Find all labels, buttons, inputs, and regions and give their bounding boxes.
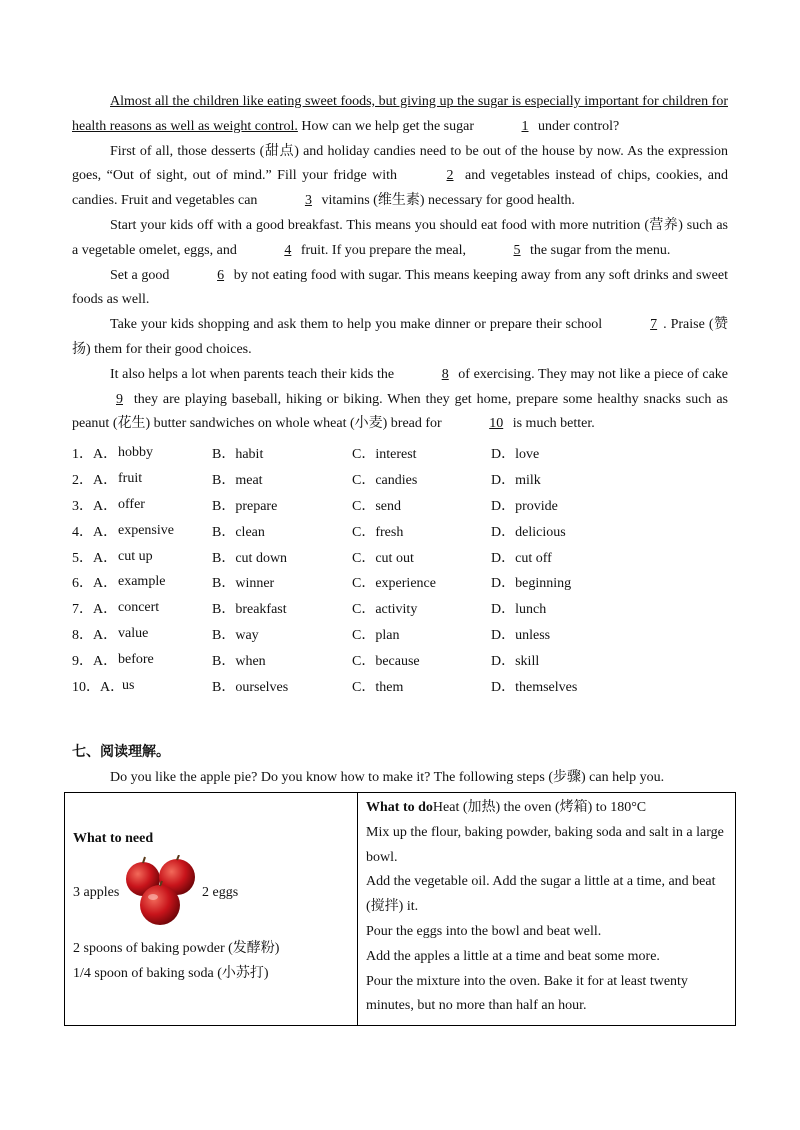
text: Set a good <box>110 267 174 283</box>
option-number: 5．A． <box>72 550 118 566</box>
ingredients-title: What to need <box>73 831 154 846</box>
section-intro: Do you like the apple pie? Do you know how to make it? The following steps (步骤) can help you. <box>110 770 665 785</box>
option-row <box>72 647 728 673</box>
text: of exercising. They may not like a piece of cake <box>454 366 729 382</box>
option-a: example <box>118 574 166 590</box>
option-c: C．experience <box>352 576 436 592</box>
steps-cell <box>358 793 736 1026</box>
text: vitamins (维生素) necessary for good health. <box>317 193 575 209</box>
option-b: B．when <box>212 654 266 670</box>
step-1 <box>366 796 729 821</box>
text: First of all, those desserts (甜点) and holiday candies need to be out of the house by now. As the expression goes, “Out of sight, out of mind.” Fill your fridge with <box>72 143 728 184</box>
option-a: hobby <box>118 444 153 460</box>
steps-title: What to do <box>366 800 433 815</box>
option-row <box>72 595 728 621</box>
option-row <box>72 673 728 699</box>
option-c: C．candies <box>352 472 418 488</box>
option-d: D．milk <box>491 472 541 488</box>
option-c: C．fresh <box>352 524 404 540</box>
option-d: D．lunch <box>491 602 547 618</box>
option-c: C．send <box>352 498 401 514</box>
option-a: concert <box>118 600 160 616</box>
blank-4: 4 <box>284 242 292 258</box>
paragraph-1 <box>72 90 728 140</box>
option-number: 7．A． <box>72 602 118 618</box>
paragraph-6 <box>72 363 728 437</box>
apples-image <box>120 855 202 927</box>
option-number: 3．A． <box>72 498 118 514</box>
option-d: D．unless <box>491 628 551 644</box>
option-c: C．activity <box>352 602 418 618</box>
option-a: fruit <box>118 470 143 486</box>
option-a: cut up <box>118 548 153 564</box>
blank-5: 5 <box>513 242 521 258</box>
step-6: Pour the mixture into the oven. Bake it for at least twenty minutes, but no more than half an hour. <box>366 973 688 1014</box>
option-a: us <box>122 677 135 693</box>
option-row <box>72 440 728 466</box>
text: It also helps a lot when parents teach their kids the <box>110 366 398 382</box>
option-d: D．skill <box>491 654 540 670</box>
option-b: B．meat <box>212 472 263 488</box>
text: Start your kids off with a good breakfast. This means you should eat food with more nutrition (营养) such as a vegetable omelet, eggs, and <box>72 217 728 258</box>
ingredient-apples: 3 apples <box>73 885 120 900</box>
recipe-table <box>64 792 736 1026</box>
blank-1: 1 <box>521 118 529 134</box>
option-d: D．cut off <box>491 550 552 566</box>
option-a: expensive <box>118 522 174 538</box>
option-d: D．themselves <box>491 679 578 695</box>
text: is much better. <box>509 416 595 432</box>
option-number: 8．A． <box>72 628 118 644</box>
ingredient-eggs: 2 eggs <box>202 885 239 900</box>
option-row <box>72 569 728 595</box>
blank-6: 6 <box>217 267 225 283</box>
option-row <box>72 518 728 544</box>
text: by not eating food with sugar. This means keeping away from any soft drinks and sweet foods as well. <box>72 267 728 308</box>
paragraph-2 <box>72 140 728 214</box>
option-b: B．ourselves <box>212 679 289 695</box>
option-row <box>72 621 728 647</box>
text: How can we help get the sugar <box>297 118 478 134</box>
option-b: B．cut down <box>212 550 288 566</box>
option-d: D．love <box>491 446 540 462</box>
option-a: before <box>118 652 154 668</box>
option-c: C．plan <box>352 628 400 644</box>
ingredient-baking-soda: 1/4 spoon of baking soda (小苏打) <box>73 966 269 981</box>
paragraph-3 <box>72 214 728 264</box>
ingredients-cell <box>65 793 358 1026</box>
paragraph-5 <box>72 313 728 363</box>
option-c: C．cut out <box>352 550 414 566</box>
option-b: B．breakfast <box>212 602 287 618</box>
option-row <box>72 466 728 492</box>
text: the sugar from the menu. <box>526 242 671 258</box>
option-c: C．interest <box>352 446 417 462</box>
blank-7: 7 <box>650 317 658 333</box>
blank-8: 8 <box>441 366 449 382</box>
step-2: Mix up the flour, baking powder, baking soda and salt in a large bowl. <box>366 824 724 865</box>
option-number: 2．A． <box>72 472 118 488</box>
cloze-passage <box>72 90 728 437</box>
ingredient-baking-powder: 2 spoons of baking powder (发酵粉) <box>73 941 280 956</box>
paragraph-4 <box>72 264 728 314</box>
option-number: 9．A． <box>72 654 118 670</box>
option-b: B．way <box>212 628 259 644</box>
blank-9: 9 <box>116 391 123 407</box>
step-4: Pour the eggs into the bowl and beat well. <box>366 923 602 939</box>
step-5: Add the apples a little at a time and beat some more. <box>366 948 660 964</box>
step-text: Heat (加热) the oven (烤箱) to 180°C <box>432 800 647 815</box>
option-d: D．delicious <box>491 524 566 540</box>
text: and vegetables instead of chips, cookies, and candies. Fruit and vegetables can <box>72 168 728 209</box>
blank-3: 3 <box>304 193 312 209</box>
option-c: C．them <box>352 679 404 695</box>
underlined-sentence: Almost all the children like eating sweet foods, but giving up the sugar is especially important for children for health reasons as well as weight control. <box>72 94 728 134</box>
answer-options <box>72 440 728 699</box>
option-number: 10．A． <box>72 679 125 695</box>
section-title: 七、阅读理解。 <box>72 744 170 760</box>
option-number: 1．A． <box>72 446 118 462</box>
steps-list <box>366 796 729 1019</box>
text: Take your kids shopping and ask them to help you make dinner or prepare their school <box>110 317 607 333</box>
option-number: 4．A． <box>72 524 118 540</box>
text: fruit. If you prepare the meal, <box>297 242 470 258</box>
blank-10: 10 <box>489 416 504 432</box>
option-b: B．winner <box>212 576 275 592</box>
option-c: C．because <box>352 654 420 670</box>
text: under control? <box>534 118 620 134</box>
option-d: D．provide <box>491 498 558 514</box>
option-row <box>72 492 728 518</box>
step-3: Add the vegetable oil. Add the sugar a little at a time, and beat (搅拌) it. <box>366 874 716 915</box>
text: they are playing baseball, hiking or biking. When they get home, prepare some healthy snacks such as peanut (花生) butter sandwiches on whole wheat (小麦) bread for <box>72 391 728 432</box>
text: . Praise (赞扬) them for their good choices. <box>72 317 728 357</box>
option-b: B．clean <box>212 524 265 540</box>
option-a: offer <box>118 496 145 512</box>
option-b: B．prepare <box>212 498 278 514</box>
option-b: B．habit <box>212 446 264 462</box>
blank-2: 2 <box>446 168 454 184</box>
option-number: 6．A． <box>72 576 118 592</box>
option-a: value <box>118 626 149 642</box>
option-d: D．beginning <box>491 576 572 592</box>
option-row <box>72 544 728 570</box>
